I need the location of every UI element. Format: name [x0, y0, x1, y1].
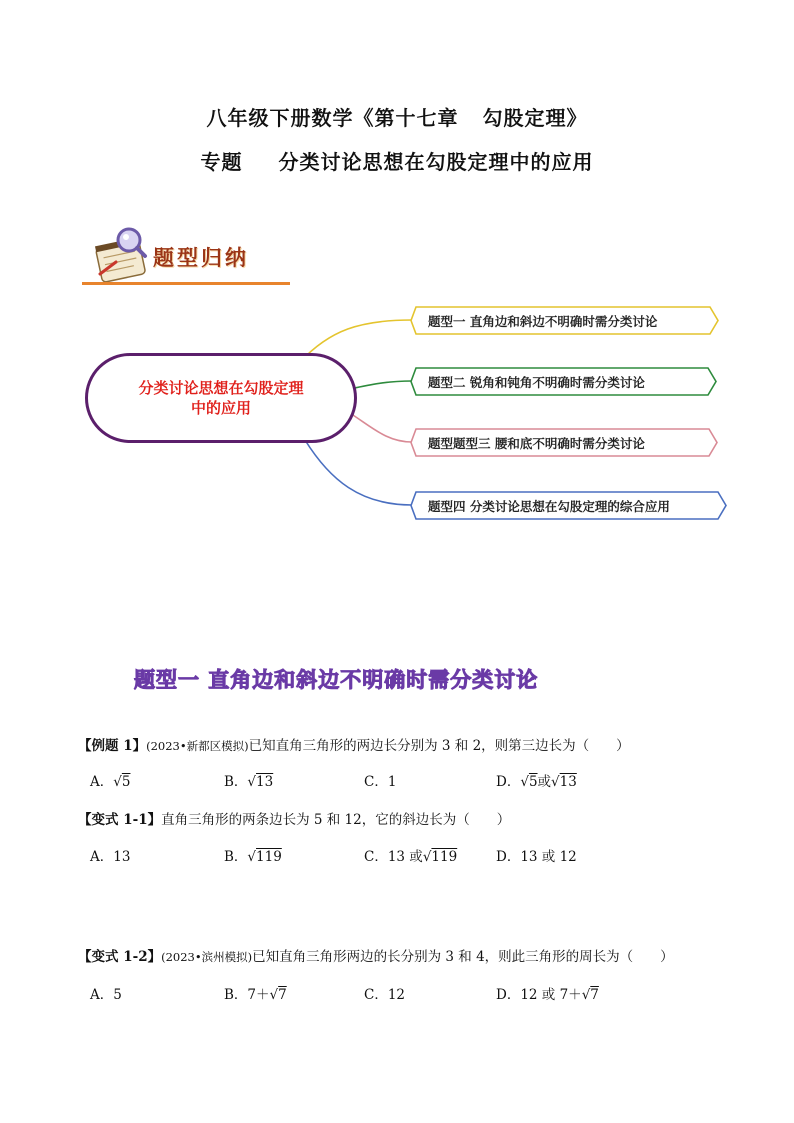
option-a: A．√5	[90, 774, 131, 790]
option-b: B．√119	[224, 849, 282, 865]
option-a: A．13	[90, 849, 131, 865]
option-a: A．5	[90, 987, 122, 1003]
option-c: C．1	[364, 774, 397, 790]
option-d: D．12 或 7＋√7	[496, 987, 599, 1003]
option-d: D．√5或√13	[496, 774, 577, 790]
section-heading: 题型一 直角边和斜边不明确时需分类讨论	[134, 668, 539, 692]
page-title-line1: 八年级下册数学《第十七章 勾股定理》	[206, 106, 588, 130]
option-c: C．12	[364, 987, 406, 1003]
option-c: C．13 或√119	[364, 849, 458, 865]
option-d: D．13 或 12	[496, 849, 577, 865]
mindmap-center-node: 分类讨论思想在勾股定理 中的应用	[85, 353, 357, 443]
option-b: B．7＋√7	[224, 987, 287, 1003]
mindmap-branch-1: 题型一 直角边和斜边不明确时需分类讨论	[410, 306, 720, 335]
mindmap-branch-3: 题型题型三 腰和底不明确时需分类讨论	[410, 428, 719, 457]
question-variant-1-2: 【变式 1-2】(2023•滨州模拟)已知直角三角形两边的长分别为 3 和 4，则此三角形的周长为（ ）	[78, 949, 674, 965]
mindmap-branch-4: 题型四 分类讨论思想在勾股定理的综合应用	[410, 491, 728, 520]
question-variant-1-1: 【变式 1-1】直角三角形的两条边长为 5 和 12，它的斜边长为（ ）	[78, 812, 511, 828]
banner-label: 题型归纳	[153, 246, 249, 270]
question-example-1: 【例题 1】(2023•新都区模拟)已知直角三角形的两边长分别为 3 和 2，则第三边长为（ ）	[78, 738, 630, 754]
option-b: B．√13	[224, 774, 274, 790]
mindmap-branch-2: 题型二 锐角和钝角不明确时需分类讨论	[410, 367, 718, 396]
page-title-line2: 专题 分类讨论思想在勾股定理中的应用	[200, 150, 594, 174]
